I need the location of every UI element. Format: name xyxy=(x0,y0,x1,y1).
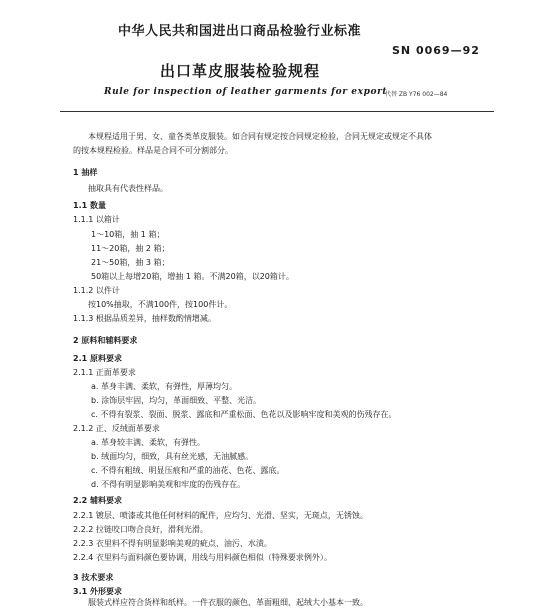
subsection-item: 2.2.3 衣里料不得有明显影响美观的疵点、油污、水渍。 xyxy=(73,539,272,548)
section-heading: 1.1 数量 xyxy=(73,201,106,210)
subsection-heading: 1.1.2 以件计 xyxy=(73,286,120,295)
subsection-item: 2.2.4 衣里料与面料颜色要协调，用线与用料颜色相似（特殊要求例外）。 xyxy=(73,553,332,562)
body-line: 50箱以上每增20箱，增抽 1 箱。不满20箱，以20箱计。 xyxy=(91,272,294,281)
subsection-heading: 1.1.3 根据品质差异，抽样数酌情增减。 xyxy=(73,314,216,323)
body-line: 抽取具有代表性样品。 xyxy=(88,184,168,193)
subsection-item: 2.2.2 拉链咬口吻合良好，滑利光滑。 xyxy=(73,525,208,534)
subsection-item: 2.2.1 镀层、喷漆或其他任何材料的配件，应均匀、光滑、坚实，无斑点，无锈蚀。 xyxy=(73,511,368,520)
subsection-heading: 2.1.1 正面革要求 xyxy=(73,368,136,377)
section-heading: 1 抽样 xyxy=(73,168,98,177)
list-item: c. 不得有裂浆、裂面、脱浆、露底和严重松面、色花以及影响牢度和美观的伤残存在。 xyxy=(91,410,397,419)
list-item: a. 革身丰满、柔软，有弹性，厚薄均匀。 xyxy=(91,382,237,391)
section-heading: 2.1 原料要求 xyxy=(73,354,122,363)
section-heading: 3.1 外形要求 xyxy=(73,587,122,596)
body-line: 11～20箱，抽 2 箱； xyxy=(91,244,170,253)
intro-line: 的按本规程检验。样品是合同不可分割部分。 xyxy=(73,146,233,155)
section-heading: 3 技术要求 xyxy=(73,573,114,582)
list-item: c. 不得有粗绒、明显压痕和严重的油花、色花、露底。 xyxy=(91,466,285,475)
list-item: d. 不得有明显影响美观和牢度的伤残存在。 xyxy=(91,480,246,489)
document-title: 出口革皮服装检验规程 xyxy=(160,62,321,80)
body-line: 按10%抽取，不满100件，按100件计。 xyxy=(88,300,233,309)
subsection-heading: 1.1.1 以箱计 xyxy=(73,215,120,224)
section-heading: 2 原料和辅料要求 xyxy=(73,336,138,345)
list-item: a. 革身较丰满、柔软，有弹性。 xyxy=(91,438,205,447)
section-heading: 2.2 辅料要求 xyxy=(73,496,122,505)
intro-line: 本规程适用于男、女、童各类革皮服装。如合同有规定按合同规定检验，合同无规定或规定不具体 xyxy=(88,132,432,141)
header-divider xyxy=(60,111,494,112)
list-item: b. 绒面均匀，细致，具有丝光感，无油腻感。 xyxy=(91,452,254,461)
body-line: 服装式样应符合货样和纸样。一件衣服的颜色、革面粗细、起绒大小基本一致。 xyxy=(88,598,368,607)
issuing-organization: 中华人民共和国进出口商品检验行业标准 xyxy=(118,24,362,39)
replaces-standard: 代替 ZB Y76 002—84 xyxy=(385,91,448,98)
list-item: b. 涂饰层牢固，均匀，革面细致、平整、光洁。 xyxy=(91,396,262,405)
body-line: 21～50箱，抽 3 箱； xyxy=(91,258,170,267)
document-title-english: Rule for inspection of leather garments for export xyxy=(104,87,388,97)
body-line: 1～10箱，抽 1 箱； xyxy=(91,230,165,239)
subsection-heading: 2.1.2 正、反绒面革要求 xyxy=(73,424,160,433)
standard-number: SN 0069—92 xyxy=(392,44,480,57)
